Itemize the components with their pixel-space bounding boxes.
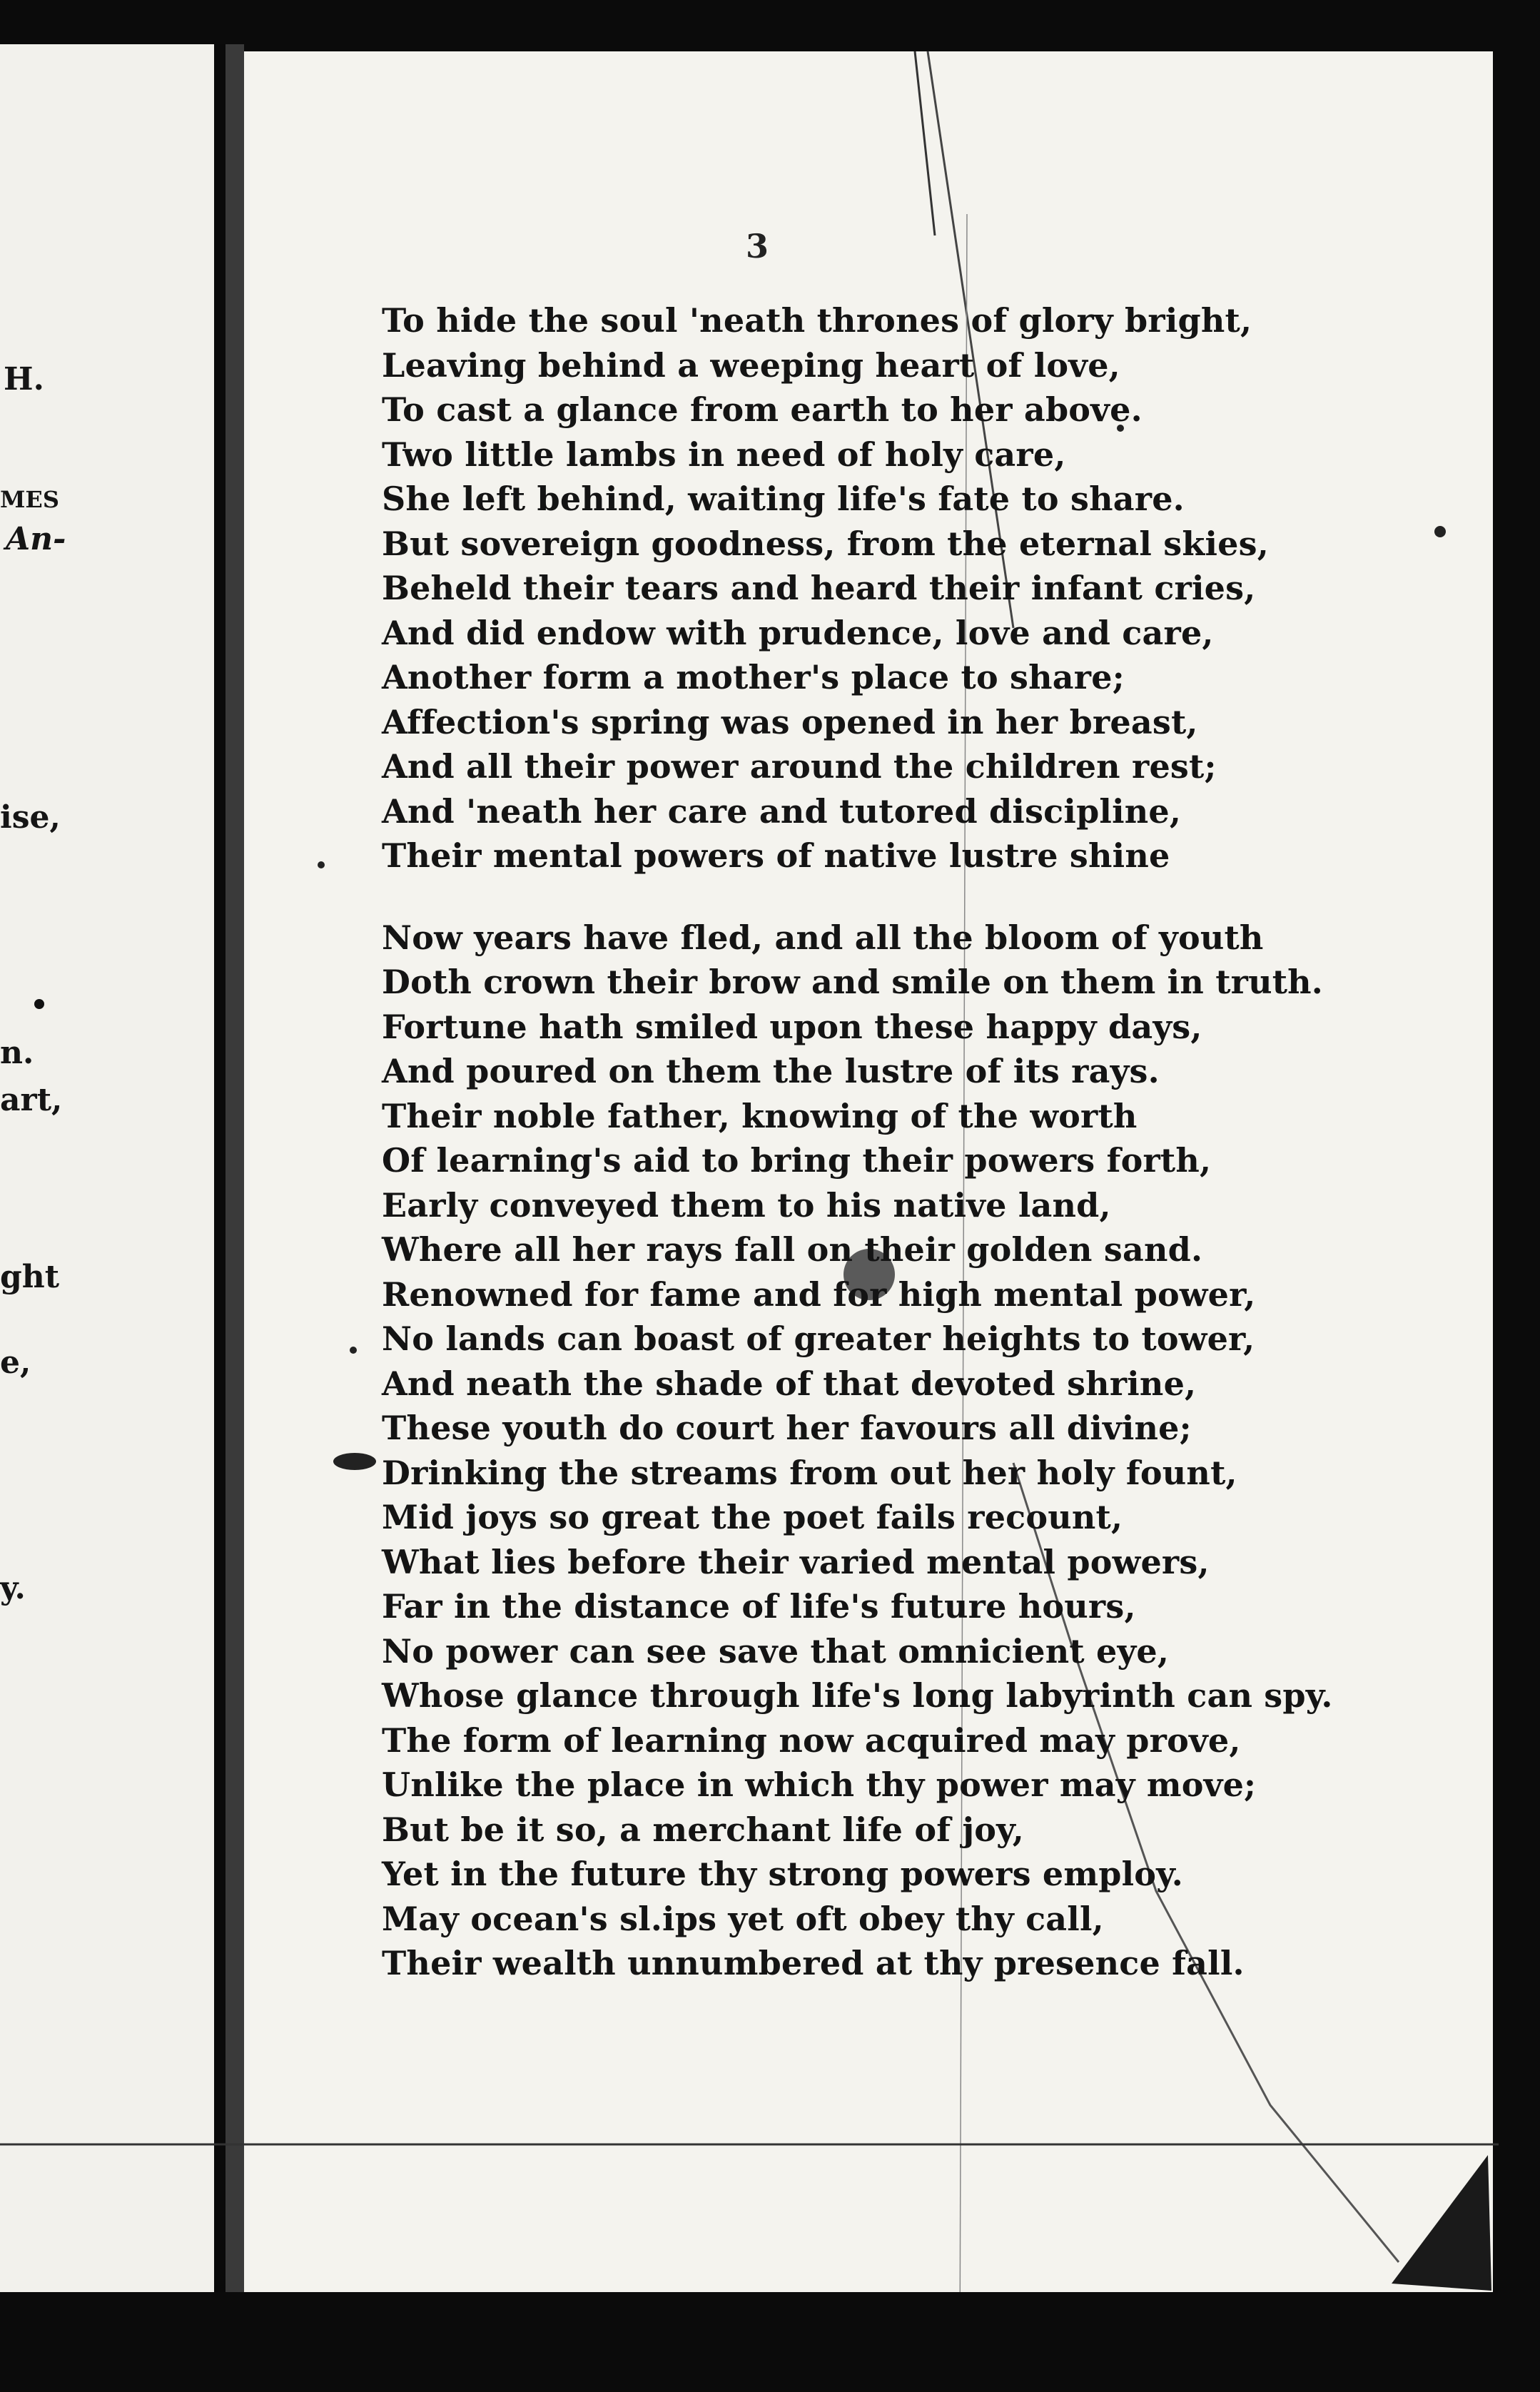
page-number: 3 <box>746 227 769 265</box>
poem-line: Drinking the streams from out her holy fount, <box>382 1453 1237 1492</box>
poem-line: And neath the shade of that devoted shrine, <box>382 1364 1197 1403</box>
poem-line: But be it so, a merchant life of joy, <box>382 1810 1024 1849</box>
poem-line: The form of learning now acquired may prove, <box>382 1720 1241 1760</box>
poem-line: Two little lambs in need of holy care, <box>382 435 1066 474</box>
poem-line: No power can see save that omnicient eye, <box>382 1631 1170 1671</box>
left-fragment-9: y. <box>0 1570 26 1606</box>
poem-line: To cast a glance from earth to her above. <box>382 390 1143 429</box>
left-fragment-6: art, <box>0 1082 63 1118</box>
stanza <box>382 298 1481 878</box>
poem-line: Where all her rays fall on their golden sand. <box>382 1230 1203 1269</box>
poem-line: Affection's spring was opened in her breast, <box>382 702 1198 741</box>
poem-line: Their mental powers of native lustre shine <box>382 836 1170 875</box>
poem-line: What lies before their varied mental powers, <box>382 1542 1210 1581</box>
poem-line: And poured on them the lustre of its rays. <box>382 1052 1160 1090</box>
left-fragment-2: MES <box>0 486 59 513</box>
poem-line: Whose glance through life's long labyrinth can spy. <box>382 1676 1333 1715</box>
left-fragment-5: n. <box>0 1035 34 1071</box>
left-fragment-1: H. <box>4 361 44 397</box>
poem-line: Far in the distance of life's future hours, <box>382 1587 1136 1626</box>
scan-bottom-border <box>0 2292 1540 2392</box>
page-corner-shadow <box>1392 2155 1491 2291</box>
poem-line: No lands can boast of greater heights to tower, <box>382 1319 1255 1358</box>
poem-line: Their noble father, knowing of the worth <box>382 1096 1138 1135</box>
poem-line: But sovereign goodness, from the eternal skies, <box>382 524 1269 563</box>
stanza-break <box>382 878 1481 916</box>
left-fragment-3: An- <box>6 521 66 557</box>
poem-line: And 'neath her care and tutored discipline, <box>382 791 1182 831</box>
poem-line: Doth crown their brow and smile on them in truth. <box>382 963 1324 1001</box>
ink-dot <box>318 861 325 868</box>
left-fragment-8: e, <box>0 1344 31 1381</box>
poem-line: Mid joys so great the poet fails recount, <box>382 1498 1123 1536</box>
poem-line: Another form a mother's place to share; <box>382 658 1125 696</box>
poem-line: And did endow with prudence, love and care, <box>382 613 1214 652</box>
poem-line: To hide the soul 'neath thrones of glory bright, <box>382 301 1252 340</box>
left-fragment-4: ise, <box>0 799 61 836</box>
left-fragment-7: ght <box>0 1259 60 1295</box>
poem-line: Leaving behind a weeping heart of love, <box>382 345 1120 385</box>
poem-line: May ocean's sl.ips yet oft obey thy call, <box>382 1899 1104 1938</box>
poem-line: Beheld their tears and heard their infant cries, <box>382 569 1256 607</box>
poem-line: Now years have fled, and all the bloom of youth <box>382 918 1264 957</box>
poem-line: Of learning's aid to bring their powers forth, <box>382 1141 1212 1180</box>
poem-line: Fortune hath smiled upon these happy days, <box>382 1007 1202 1046</box>
poem-line: Yet in the future thy strong powers employ. <box>382 1855 1184 1893</box>
poem-line: Their wealth unnumbered at thy presence fall. <box>382 1944 1245 1982</box>
poem-line: Early conveyed them to his native land, <box>382 1185 1111 1225</box>
stanza <box>382 916 1481 1986</box>
poem-line: She left behind, waiting life's fate to share. <box>382 480 1185 518</box>
ink-mark <box>333 1453 376 1470</box>
poem <box>382 298 1481 1986</box>
ink-dot <box>350 1347 357 1354</box>
poem-line: And all their power around the children rest; <box>382 747 1217 786</box>
poem-line: These youth do court her favours all divine; <box>382 1409 1192 1447</box>
poem-line: Renowned for fame and for high mental power, <box>382 1274 1256 1314</box>
poem-line: Unlike the place in which thy power may move; <box>382 1765 1257 1804</box>
